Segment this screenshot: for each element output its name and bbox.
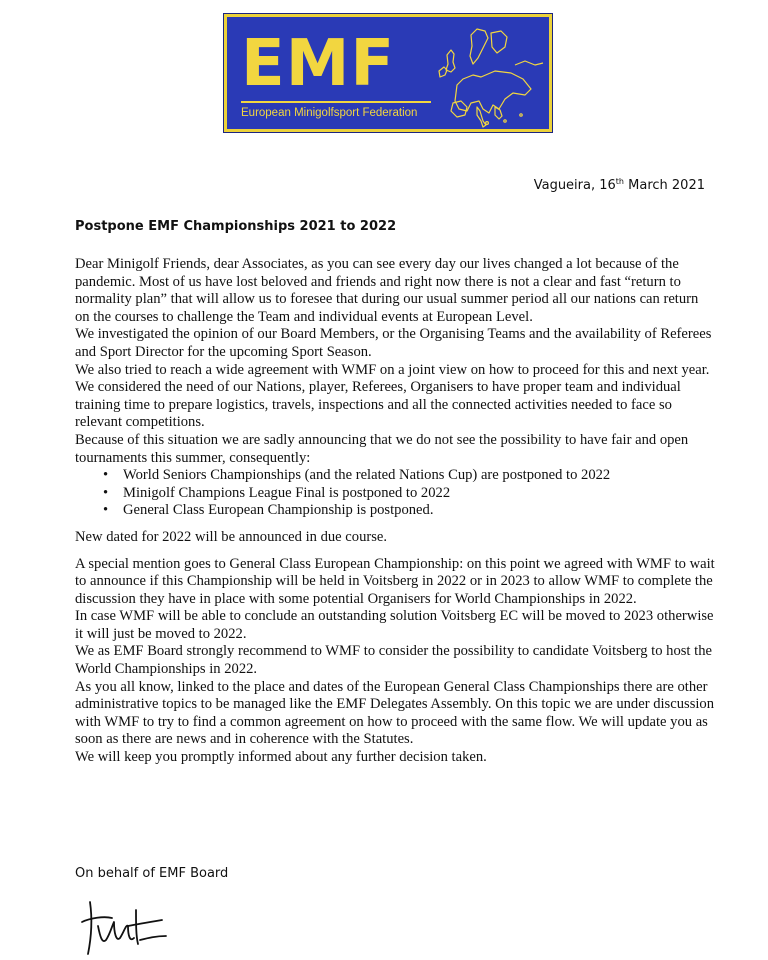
letter-subject: Postpone EMF Championships 2021 to 2022 — [75, 219, 397, 234]
paragraph: A special mention goes to General Class European Championship: on this point we agreed with WMF to wait to announce if this Championship will be held in Voitsberg in 2022 or in 2023 to allow WMF to complete the discussion they have in place with some potential Organisers for World Championships in 2022. — [75, 555, 715, 607]
date-day: Vagueira, 16 — [533, 178, 616, 193]
list-item — [75, 467, 715, 485]
paragraph: Because of this situation we are sadly announcing that we do not see the possibility to have fair and open tournaments this summer, consequently: — [75, 431, 689, 466]
logo-underline — [241, 101, 431, 103]
new-dates-note: New dated for 2022 will be announced in due course. — [75, 528, 388, 545]
paragraph: We investigated the opinion of our Board Members, or the Organising Teams and the availability of Referees and Sport Director for the upcoming Sport Season. — [75, 326, 712, 360]
bullet-icon: • — [103, 467, 109, 484]
emf-logo — [224, 14, 552, 132]
paragraph: We as EMF Board strongly recommend to WMF to consider the possibility to candidate Voitsberg to host the World Championships in 2022. — [75, 643, 712, 678]
date-month-year: March 2021 — [624, 178, 705, 193]
signature-icon — [80, 896, 170, 958]
date-ordinal: th — [615, 177, 625, 186]
letter-body — [75, 256, 715, 767]
postponed-events-list — [75, 467, 715, 520]
list-item-text: General Class European Championship is postponed. — [123, 502, 434, 519]
bullet-icon: • — [103, 484, 109, 501]
list-item-text: World Seniors Championships (and the related Nations Cup) are postponed to 2022 — [123, 467, 611, 484]
logo-full-name: European Minigolfsport Federation — [241, 107, 418, 119]
europe-map-icon — [431, 25, 549, 129]
paragraph: We also tried to reach a wide agreement with WMF on a joint view on how to proceed for this and next year. — [75, 361, 710, 378]
paragraph: Dear Minigolf Friends, dear Associates, as you can see every day our lives changed a lot because of the pandemic. Most of us have lost beloved and friends and right now there is not a clear and fast “return to normality plan” that will allow us to foresee that during our usual summer period all our nations can return on the courses to challenge the Team and individual events at European Level. — [75, 256, 699, 325]
list-item — [75, 485, 715, 503]
paragraph: We considered the need of our Nations, player, Referees, Organisers to have proper team and individual training time to prepare logistics, travels, inspections and all the connected activities needed to face so relevant competitions. — [75, 379, 681, 431]
list-item-text: Minigolf Champions League Final is postponed to 2022 — [123, 484, 451, 501]
paragraph: We will keep you promptly informed about any further decision taken. — [75, 749, 487, 766]
letter-date — [534, 178, 705, 193]
paragraph: In case WMF will be able to conclude an outstanding solution Voitsberg EC will be moved to 2023 otherwise it will just be moved to 2022. — [75, 608, 714, 642]
closing-line: On behalf of EMF Board — [75, 866, 229, 881]
list-item — [75, 502, 715, 520]
logo-acronym: EMF — [241, 27, 396, 101]
bullet-icon: • — [103, 502, 109, 519]
paragraph: As you all know, linked to the place and dates of the European General Class Championships there are other administrative topics to be managed like the EMF Delegates Assembly. On this topic we are under discussion with WMF to try to find a common agreement on how to proceed with the same flow. We will update you as soon as there are news and in coherence with the Statutes. — [75, 678, 715, 748]
